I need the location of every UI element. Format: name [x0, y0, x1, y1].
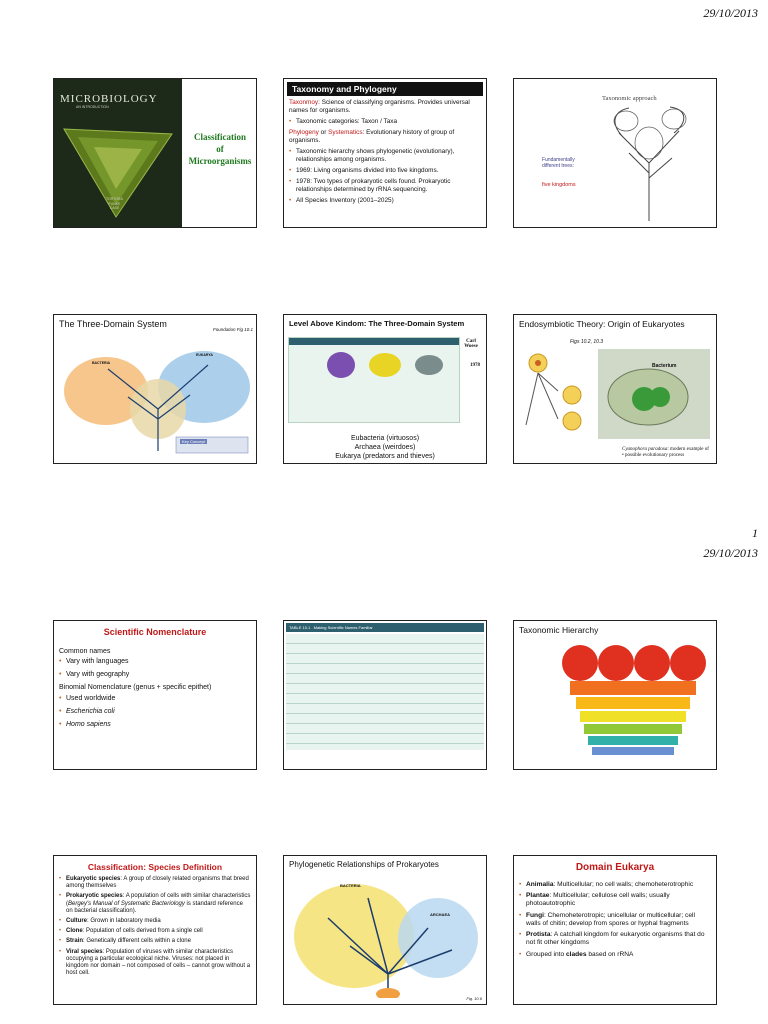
slide-domain-eukarya: [513, 855, 717, 1005]
bacteria-label: BACTERIA: [340, 883, 361, 888]
book-authors: TORTORA FUNKE CASE: [106, 197, 123, 211]
slide-scientific-nomenclature: [53, 620, 257, 770]
slide-title: Taxonomic Hierarchy: [519, 625, 599, 635]
key-concept-label: Key Concept: [182, 439, 205, 444]
left-label: Fundamentally different trees:: [542, 157, 575, 169]
slide-title: Taxonomy and Phylogeny: [287, 82, 483, 96]
names-table: [286, 634, 484, 750]
book-subtitle: AN INTRODUCTION: [76, 105, 109, 109]
prokaryote-tree: [288, 878, 484, 998]
slide-title: Phylogenetic Relationships of Prokaryotes: [289, 860, 439, 869]
slide-title: Classification: Species Definition: [87, 862, 223, 872]
slide-body: • Animalia: Multicellular; no cell walls; chemoheterotrophic • Plantae: Multicellular; cellulose cell walls; usually photoautotrophic • Fungi: Chemoheterotropic; unicellular or multicellular; cell walls of chitin; develop from spores or hyphal fragments • Protista: A catchall kingdom for eukaryotic organisms that do not fit other kingdoms • Grouped into clades based on rRNA: [514, 873, 716, 959]
bacteria-label: BACTERIA: [92, 361, 111, 365]
slide-phylogenetic-prokaryotes: [283, 855, 487, 1005]
slide-title: Classification of Microorganisms: [188, 132, 252, 167]
slide-species-definition: [53, 855, 257, 1005]
slide-three-domain-system: [53, 314, 257, 464]
slide-title: Endosymbiotic Theory: Origin of Eukaryotes: [519, 319, 685, 329]
page-number: 1: [752, 526, 758, 540]
date-second: 29/10/2013: [703, 546, 758, 560]
book-title: MICROBIOLOGY: [60, 93, 158, 105]
slide-microbiology-cover: [53, 78, 257, 228]
slide-endosymbiotic-theory: [513, 314, 717, 464]
slide-body: Taxonmoy: Science of classifying organisms. Provides universal names for organisms. • Taxonomic categories: Taxon / Taxa Phylogeny or Systematics: Evolutionary history of group of organisms. • Taxonomic hierarchy shows phylogenetic (evolutionary), relationships among organisms. • 1969: Living organisms divided into five kingdoms. • 1978: Two types of prokaryotic cells found. Prokaryotic relationships determined by rRNA sequencing. • All Species Inventory (2001–2025): [284, 99, 486, 205]
carl-woese-label: Carl Woese: [464, 339, 478, 349]
slide-scientific-names-table: [283, 620, 487, 770]
slide-taxonomy-phylogeny: [283, 78, 487, 228]
endosymbiosis-diagram: [518, 345, 714, 445]
domain-list: Eubacteria (virtuosos) Archaea (weirdoes) Eukarya (predators and thieves): [335, 435, 435, 460]
hierarchy-diagram: [518, 645, 714, 763]
slide-title: Domain Eukarya: [575, 862, 655, 873]
slide-taxonomic-approach: [513, 78, 717, 228]
slide-title: Scientific Nomenclature: [103, 627, 207, 637]
slide-taxonomic-hierarchy: [513, 620, 717, 770]
cell-images: [289, 345, 459, 385]
eukarya-label: EUKARYA: [196, 353, 213, 357]
year-label: 1978: [470, 363, 480, 368]
five-kingdoms-label: five kingdoms: [542, 182, 576, 188]
phylogenetic-tree-sketch: [604, 103, 694, 223]
slide-level-above-kingdom: [283, 314, 487, 464]
caption: Cyanophora paradoxa: modern example of • possible evolutionary process: [622, 447, 709, 458]
three-domain-diagram: [58, 339, 254, 454]
slide-body: • Eukaryotic species: A group of closely related organisms that breed among themselves • Prokaryotic species: A population of cells with similar characteristics (Bergey's Manual of Systematic Bacteriology is standard reference on bacterial classification). • Culture: Grown in laboratory media • Clone: Population of cells derived from a single cell • Strain: Genetically different cells within a clone • Viral species: Population of viruses with similar characteristics occupying a particular ecological niche. Viruses: not placed in kingdom nor domain – not composed of cells – cannot grow without a host cell.: [54, 872, 256, 977]
slide-title: Level Above Kindom: The Three-Domain System: [289, 319, 465, 328]
slide-title: Taxonomic approach: [602, 95, 657, 102]
figs-ref: Figs 10.2, 10.3: [570, 339, 604, 345]
slide-body: Common names • Vary with languages • Vary with geography Binomial Nomenclature (genus + specific epithet) • Used worldwide • Escherichia coli • Homo sapiens: [54, 637, 256, 730]
figure-ref: Foundation Fig 10.1: [212, 327, 253, 332]
table-header: TABLE 10.1 Making Scientific Names Familiar: [286, 623, 484, 632]
bacterium-label: Bacterium: [652, 363, 677, 369]
book-cover: [54, 79, 182, 227]
table-image: [288, 337, 460, 423]
slide-title: The Three-Domain System: [59, 319, 167, 329]
archaea-label: ARCHAEA: [430, 912, 450, 917]
date-top: 29/10/2013: [703, 6, 758, 20]
figure-ref: Fig. 10.6: [466, 996, 482, 1001]
